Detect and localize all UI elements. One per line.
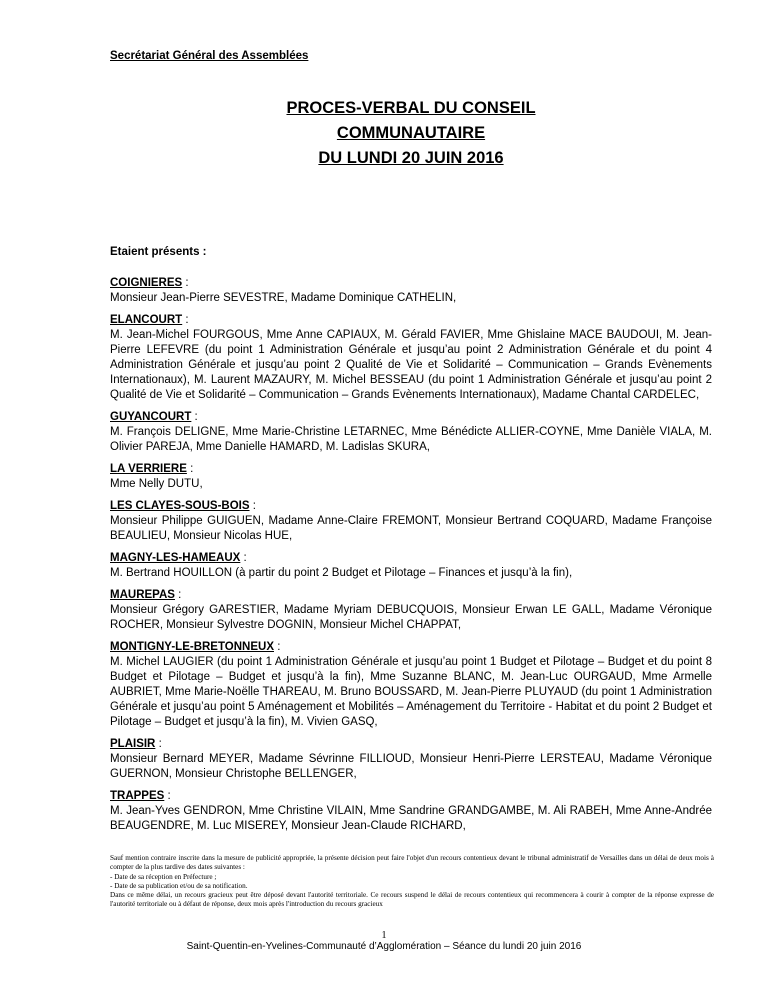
attendance-list	[110, 276, 712, 841]
commune-section	[110, 276, 712, 306]
title-line-2: COMMUNAUTAIRE	[336, 124, 486, 142]
commune-separator: :	[174, 589, 182, 601]
legal-notice-line: Sauf mention contraire inscrite dans la mesure de publicité appropriée, la présente décision peut faire l'objet d'un recours contentieux devant le tribunal administratif de Versailles dans un délai de deux mois à compter de la plus tardive des dates suivantes :	[110, 854, 714, 872]
commune-name: MAUREPAS	[110, 589, 175, 601]
legal-notice-line: - Date de sa réception en Préfecture ;	[110, 872, 217, 881]
commune-separator: :	[182, 277, 189, 289]
commune-name: ELANCOURT	[110, 314, 183, 326]
commune-section	[110, 462, 712, 492]
commune-section	[110, 789, 712, 834]
legal-notice-line: Dans ce même délai, un recours gracieux peut être déposé devant l'autorité territoriale. Ce recours suspend le délai de recours contentieux qui recommencera à courir à compter de la réponse expresse de l'autorité territoriale ou à défaut de réponse, deux mois après l'introduction du recours gracieux	[110, 891, 714, 909]
commune-separator: :	[164, 790, 171, 802]
commune-members: M. Jean-Yves GENDRON, Mme Christine VILAIN, Mme Sandrine GRANDGAMBE, M. Ali RABEH, Mme Anne-Andrée BEAUGENDRE, M. Luc MISEREY, Monsieur Jean-Claude RICHARD,	[110, 805, 712, 832]
commune-members: M. Bertrand HOUILLON (à partir du point 2 Budget et Pilotage – Finances et jusqu’à la fin),	[110, 567, 573, 579]
page-footer: Saint-Quentin-en-Yvelines-Communauté d’Agglomération – Séance du lundi 20 juin 2016	[186, 941, 582, 952]
title-line-3: DU LUNDI 20 JUIN 2016	[318, 149, 504, 167]
commune-members: M. Jean-Michel FOURGOUS, Mme Anne CAPIAUX, M. Gérald FAVIER, Mme Ghislaine MACE BAUDOUI, M. Jean-Pierre LEFEVRE (du point 1 Administration Générale et jusqu’au point 2 Administration Générale et du point 4 Administration Générale et jusqu’au point 2 Qualité de Vie et Solidarité – Communication – Grands Evènements Internationaux), M. Laurent MAZAURY, M. Michel BESSEAU (du point 1 Administration Générale et jusqu’au point 2 Qualité de Vie et Solidarité – Communication – Grands Evènements Internationaux), Madame Chantal CARDELEC,	[110, 329, 712, 401]
commune-separator: :	[182, 314, 189, 326]
commune-separator: :	[191, 411, 198, 423]
commune-section	[110, 640, 712, 730]
commune-name: GUYANCOURT	[110, 411, 192, 423]
commune-section	[110, 313, 712, 403]
page-number: 1	[381, 930, 387, 941]
commune-name: MAGNY-LES-HAMEAUX	[110, 552, 241, 564]
commune-members: Monsieur Grégory GARESTIER, Madame Myriam DEBUCQUOIS, Monsieur Erwan LE GALL, Madame Véronique ROCHER, Monsieur Sylvestre DOGNIN, Monsieur Michel CHAPPAT,	[110, 604, 712, 631]
commune-section	[110, 737, 712, 782]
document-title	[110, 96, 712, 171]
commune-name: LES CLAYES-SOUS-BOIS	[110, 500, 250, 512]
commune-name: TRAPPES	[110, 790, 165, 802]
attendance-heading: Etaient présents :	[110, 246, 207, 258]
legal-notice	[110, 854, 714, 910]
commune-separator: :	[155, 738, 162, 750]
commune-members: M. Michel LAUGIER (du point 1 Administration Générale et jusqu’au point 1 Budget et Pilotage – Budget et du point 8 Budget et Pilotage – Budget et jusqu’à la fin), Mme Suzanne BLANC, M. Jean-Luc OURGAUD, Mme Armelle AUBRIET, Mme Marie-Noëlle THAREAU, M. Bruno BOUSSARD, M. Jean-Pierre PLUYAUD (du point 1 Administration Générale et jusqu’au point 5 Aménagement et Mobilités – Aménagement du Territoire - Habitat et du point 2 Budget et Pilotage – Budget et jusqu’à la fin), M. Vivien GASQ,	[110, 656, 712, 728]
title-line-1: PROCES-VERBAL DU CONSEIL	[286, 99, 536, 117]
commune-members: Monsieur Jean-Pierre SEVESTRE, Madame Dominique CATHELIN,	[110, 292, 457, 304]
commune-separator: :	[249, 500, 256, 512]
commune-section	[110, 410, 712, 455]
commune-section	[110, 499, 712, 544]
commune-members: M. François DELIGNE, Mme Marie-Christine LETARNEC, Mme Bénédicte ALLIER-COYNE, Mme Danièle VIALA, M. Olivier PAREJA, Mme Danielle HAMARD, M. Ladislas SKURA,	[110, 426, 712, 453]
commune-section	[110, 551, 712, 581]
commune-name: PLAISIR	[110, 738, 156, 750]
header-organization: Secrétariat Général des Assemblées	[110, 50, 309, 62]
commune-name: MONTIGNY-LE-BRETONNEUX	[110, 641, 274, 653]
commune-members: Mme Nelly DUTU,	[110, 478, 203, 490]
commune-section	[110, 588, 712, 633]
commune-separator: :	[274, 641, 281, 653]
commune-separator: :	[240, 552, 247, 564]
commune-members: Monsieur Bernard MEYER, Madame Sévrinne FILLIOUD, Monsieur Henri-Pierre LERSTEAU, Madame Véronique GUERNON, Monsieur Christophe BELLENGER,	[110, 753, 712, 780]
commune-name: LA VERRIERE	[110, 463, 187, 475]
commune-separator: :	[186, 463, 194, 475]
commune-members: Monsieur Philippe GUIGUEN, Madame Anne-Claire FREMONT, Monsieur Bertrand COQUARD, Madame Françoise BEAULIEU, Monsieur Nicolas HUE,	[110, 515, 712, 542]
commune-name: COIGNIERES	[110, 277, 183, 289]
legal-notice-line: - Date de sa publication et/ou de sa notification.	[110, 881, 248, 890]
